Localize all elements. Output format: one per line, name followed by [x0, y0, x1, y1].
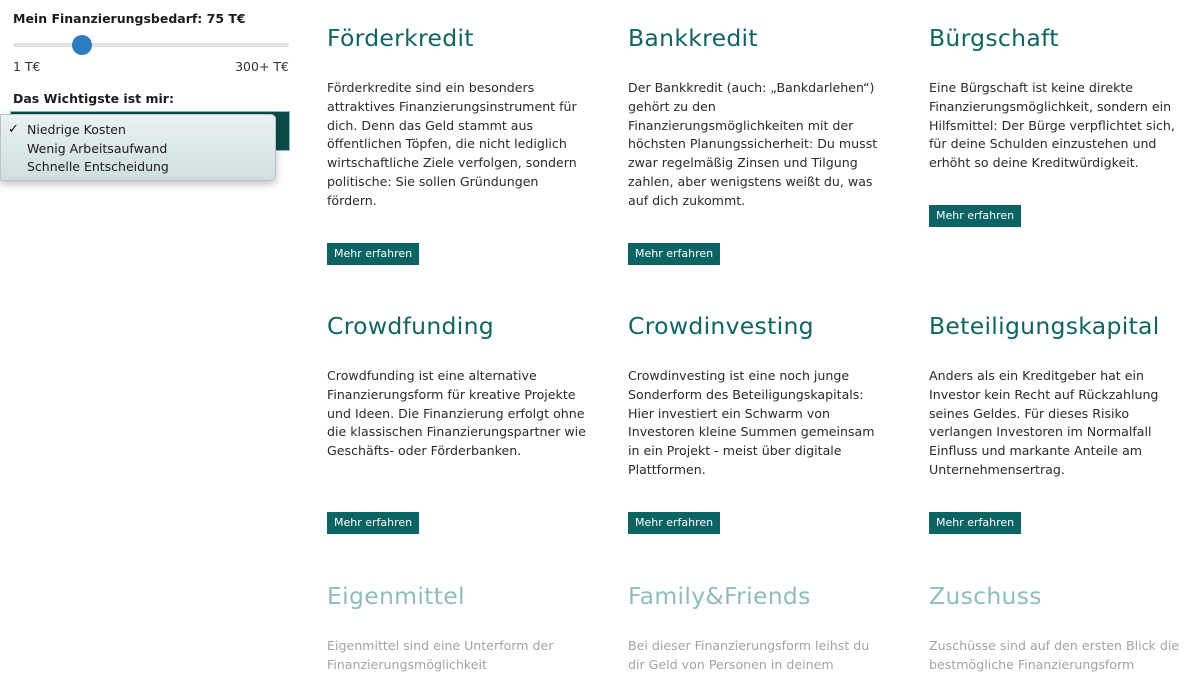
- card-crowdfunding: [327, 311, 587, 536]
- card-description: Der Bankkredit (auch: „Bankdarlehen“) gehört zu den Finanzierungsmöglichkeiten mit der höchsten Planungssicherheit: Du musst zwar regelmäßig Zinsen und Tilgung zahlen, aber wenigstens weißt du, was auf dich zukommt.: [628, 80, 878, 208]
- card-title: Eigenmittel: [327, 582, 465, 610]
- more-info-button[interactable]: Mehr erfahren: [628, 243, 720, 265]
- card-zuschuss: [929, 581, 1189, 675]
- option-label: Wenig Arbeitsaufwand: [27, 140, 168, 156]
- card-description: Eine Bürgschaft ist keine direkte Finanzierungsmöglichkeit, sondern ein Hilfsmittel: Der Bürge verpflichtet sich, für deine Schulden einzustehen und erhöht so deine Kreditwürdigkeit.: [929, 80, 1175, 171]
- card-title: Beteiligungskapital: [929, 312, 1160, 340]
- card-title: Family&Friends: [628, 582, 811, 610]
- more-info-button[interactable]: Mehr erfahren: [929, 512, 1021, 534]
- budget-label: Mein Finanzierungsbedarf: 75 T€: [13, 11, 246, 26]
- card-description: Zuschüsse sind auf den ersten Blick die bestmögliche Finanzierungsform: [929, 638, 1180, 672]
- priority-label: Das Wichtigste ist mir:: [13, 91, 174, 106]
- card-eigenmittel: [327, 581, 587, 675]
- card-bankkredit: [628, 23, 888, 268]
- card-crowdinvesting: [628, 311, 888, 536]
- card-description: Crowdfunding ist eine alternative Finanzierungsform für kreative Projekte und Ideen. Die Finanzierung erfolgt ohne die klassischen Finanzierungspartner wie Geschäfts- oder Förderbanken.: [327, 368, 586, 459]
- more-info-button[interactable]: Mehr erfahren: [929, 205, 1021, 227]
- card-title: Zuschuss: [929, 582, 1042, 610]
- card-title: Bankkredit: [628, 24, 758, 52]
- option-label: Niedrige Kosten: [27, 122, 126, 137]
- slider-min-label: 1 T€: [13, 59, 41, 74]
- card-description: Bei dieser Finanzierungsform leihst du dir Geld von Personen in deinem: [628, 638, 870, 672]
- card-title: Bürgschaft: [929, 24, 1059, 52]
- card-description: Anders als ein Kreditgeber hat ein Investor kein Recht auf Rückzahlung seines Geldes. Für dieses Risiko verlangen Investoren im Normalfall Einfluss und markante Anteile am Unternehmensertrag.: [929, 368, 1159, 477]
- checkmark-icon: ✓: [8, 122, 19, 137]
- more-info-button[interactable]: Mehr erfahren: [628, 512, 720, 534]
- card-title: Förderkredit: [327, 24, 474, 52]
- card-description: Eigenmittel sind eine Unterform der Finanzierungsmöglichkeit: [327, 638, 554, 672]
- more-info-button[interactable]: Mehr erfahren: [327, 512, 419, 534]
- card-title: Crowdfunding: [327, 312, 494, 340]
- card-foerderkredit: [327, 23, 587, 268]
- option-label: Schnelle Entscheidung: [27, 159, 169, 174]
- card-family-friends: [628, 581, 888, 675]
- card-buergschaft: [929, 23, 1189, 268]
- more-info-button[interactable]: Mehr erfahren: [327, 243, 419, 265]
- card-beteiligungskapital: [929, 311, 1189, 536]
- slider-max-label: 300+ T€: [235, 59, 289, 74]
- card-title: Crowdinvesting: [628, 312, 814, 340]
- card-description: Förderkredite sind ein besonders attraktives Finanzierungsinstrument für dich. Denn das Geld stammt aus öffentlichen Töpfen, die nicht lediglich wirtschaftliche Ziele verfolgen, sondern politische: Sie sollen Gründungen fördern.: [327, 80, 577, 208]
- card-description: Crowdinvesting ist eine noch junge Sonderform des Beteiligungskapitals: Hier investiert ein Schwarm von Investoren kleine Summen gemeinsam in ein Projekt - meist über digitale Plattformen.: [628, 368, 875, 477]
